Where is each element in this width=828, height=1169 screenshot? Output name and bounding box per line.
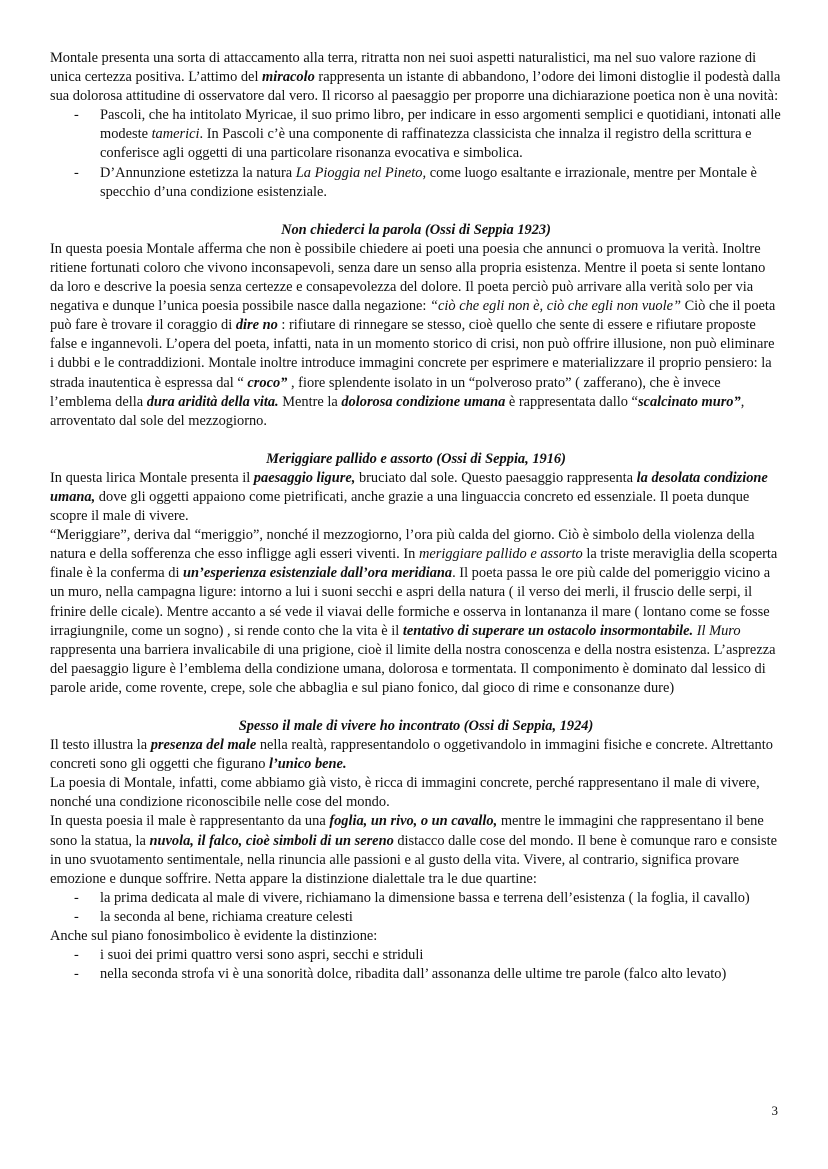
section-non-chiederci xyxy=(50,221,782,431)
list-item: - i suoi dei primi quattro versi sono aspri, secchi e striduli xyxy=(50,946,782,965)
list-item: - Pascoli, che ha intitolato Myricae, il suo primo libro, per indicare in esso argomenti semplici e quotidiani, intonati alle modeste tamerici. In Pascoli c’è una componente di raffinatezza classicista che innalza il registro della scrittura e conferisce agli oggetti di una particolare risonanza evocativa e simbolica. xyxy=(50,106,782,163)
section-spesso-il-male xyxy=(50,717,782,984)
section-meriggiare xyxy=(50,450,782,698)
list-item: - D’Annunzione estetizza la natura La Pioggia nel Pineto, come luogo esaltante e irrazionale, mentre per Montale è specchio d’una condizione esistenziale. xyxy=(50,164,782,202)
text-run: rappresenta un istante di abbandono, l’odore dei limoni distoglie il podestà dalla sua dolorosa attitudine di osservatore dal vero. Il ricorso al paesaggio per proporre una dichiarazione poetica non è una novità: xyxy=(50,69,781,105)
section-title: Meriggiare pallido e assorto (Ossi di Seppia, 1916) xyxy=(266,450,566,467)
italic-text: tamerici xyxy=(151,126,200,143)
fonosimbolico-list xyxy=(50,946,782,984)
quartine-list xyxy=(50,889,782,927)
section-paragraph: In questa poesia il male è rappresentanto da una foglia, un rivo, o un cavallo, mentre le immagini che rappresentano il bene sono la statua, la nuvola, il falco, cioè simboli di un sereno distacco dalle cose del mondo. Il bene è comunque raro e consiste in uno svuotamento sentimentale, nella rinuncia alle passioni e al gusto della vita. Vivere, al contrario, significa provare emozione e dunque soffrire. Netta appare la distinzione dialettale tra le due quartine: xyxy=(50,813,777,887)
intro-list xyxy=(50,106,782,201)
document-page xyxy=(50,49,782,984)
section-paragraph: Il testo illustra la presenza del male nella realtà, rappresentandolo o oggetivandolo in immagini fisiche e concrete. Altrettanto concreti sono gli oggetti che figurano l’unico bene. xyxy=(50,737,773,773)
list-item: - la prima dedicata al male di vivere, richiamano la dimensione bassa e terrena dell’esistenza ( la foglia, il cavallo) xyxy=(50,889,782,908)
text-run: Montale presenta una sorta di attaccamento alla terra, ritratta non nei suoi aspetti naturalistici, ma nel suo valore razione di unica certezza positiva. L’attimo del xyxy=(50,50,757,86)
page-number: 3 xyxy=(771,1103,778,1118)
section-paragraph: Anche sul piano fonosimbolico è evidente la distinzione: xyxy=(50,928,378,945)
section-title: Non chiederci la parola (Ossi di Seppia 1923) xyxy=(281,221,551,238)
italic-text: La Pioggia nel Pineto, xyxy=(295,164,427,181)
section-paragraph: In questa lirica Montale presenta il paesaggio ligure, bruciato dal sole. Questo paesaggio rappresenta la desolata condizione umana, dove gli oggetti appaiono come pietrificati, anche grazie a una linguaccia concreto ed essenziale. Il poeta dunque scopre il male di vivere. xyxy=(50,469,768,525)
section-title: Spesso il male di vivere ho incontrato (Ossi di Seppia, 1924) xyxy=(238,718,594,734)
quote-text: “ciò che egli non è, ciò che egli non vuole” xyxy=(430,298,681,315)
section-paragraph: La poesia di Montale, infatti, come abbiamo già visto, è ricca di immagini concrete, perché rappresentano il male di vivere, nonché una condizione riconoscibile nelle cose del mondo. xyxy=(50,775,760,811)
list-item: - la seconda al bene, richiama creature celesti xyxy=(50,908,782,927)
section-paragraph: In questa poesia Montale afferma che non è possibile chiedere ai poeti una poesia che annunci o promuova la verità. Inoltre ritiene fortunati coloro che vivono inconsapevoli, senza dare un senso alla propria esistenza. Mentre il poeta si sente lontano da loro e descrive la poesia senza certezze e consapevolezza del dolore. Il poeta perciò può arrivare alla verità solo per via negativa e dunque l’unica poesia possibile nasce dalla negazione: “ciò che egli non è, ciò che egli non vuole” Ciò che il poeta può fare è trovare il coraggio di dire no : rifiutare di rinnegare se stesso, cioè quello che sente di essere e rifiutare proposte false e ingannevoli. L’opera del poeta, infatti, nata in un momento storico di crisi, non può offrire illusione, non può eliminare i dubbi e le contraddizioni. Montale inoltre introduce immagini concrete per esprimere e materializzare il proprio pensiero: la strada inautentica è espressa dal “ croco” , fiore splendente isolato in un “polveroso prato” ( zafferano), che è invece l’emblema della dura aridità della vita. Mentre la dolorosa condizione umana è rappresentata dallo “scalcinato muro”, arroventato dal sole del mezzogiorno. xyxy=(50,240,776,429)
section-paragraph: “Meriggiare”, deriva dal “meriggio”, nonché il mezzogiorno, l’ora più calda del giorno. Ciò è simbolo della violenza della natura e della sofferenza che esso infligge agli esseri viventi. In meriggiare pallido e assorto la triste meraviglia della scoperta finale è la conferma di un’esperienza esistenziale dall’ora meridiana. Il poeta passa le ore più calde del pomeriggio vicino a un muro, nella campagna ligure: intorno a lui i suoni secchi e aspri della natura ( il verso dei merli, il fruscio delle serpi, il frinire delle cicale). Mentre accanto a sé vede il viavai delle formiche e osserva in lontananza il mare ( lontano come se fosse irragiungnile, come un sogno) , si rende conto che la vita è il tentativo di superare un ostacolo insormontabile. Il Muro rappresenta una barriera invalicabile di una prigione, cioè il limite della nostra conoscenza e della nostra esistenza. L’asprezza del paesaggio ligure è l’emblema della condizione umana, dolorosa e tormentata. Il componimento è dominato dal lessico di parole aride, come rovente, crepe, sole che abbaglia e sul piano fonico, dal gioco di rime e consonanze dure) xyxy=(50,527,778,696)
list-item: - nella seconda strofa vi è una sonorità dolce, ribadita dall’ assonanza delle ultime tre parole (falco alto levato) xyxy=(50,965,782,984)
intro-paragraph xyxy=(50,49,782,106)
emphasis-text: miracolo xyxy=(262,69,315,86)
